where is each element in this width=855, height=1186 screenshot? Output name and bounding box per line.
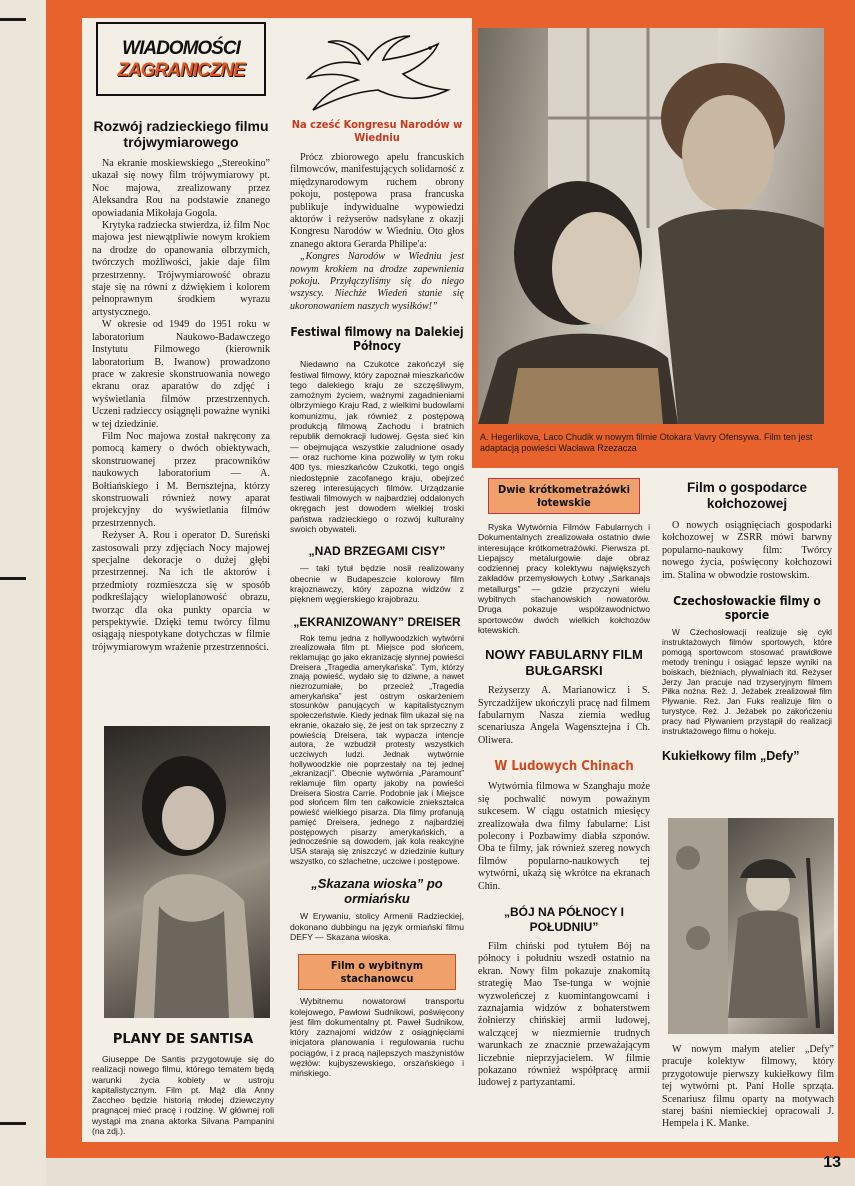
film-still-photo [478,28,824,424]
article-title: Kukiełkowy film „Defy” [662,749,800,763]
col4 [662,480,832,770]
col3 [478,478,650,1090]
margin-tick [0,577,26,580]
page-number: 13 [823,1154,841,1171]
actress-photo [104,726,270,1018]
margin-tick [0,18,26,21]
article-title: PLANY DE SANTISA [112,1032,254,1047]
paragraph: Wybitnemu nowatorowi transportu kolejowego, Pawłowi Sudnikowi, poświęcony jest film dokumentalny pt. Paweł Sudnikow, który zaznajomi widzów z osiągnięciami inicjatora planowania i regulowania ruchu pociągów, i z pracą najlepszych maszynistów węzłów: kujbyszewskiego, orszańskiego i mińskiego. [290,996,464,1079]
col4-article3-text [662,1044,834,1131]
paragraph: Rok temu jedna z hollywoodzkich wytwórni zrealizowała film pt. Miejsce pod słońcem, reklamując go jako ekranizację słynnej powieści Dreisera „Tragedia amerykańska”. Tym, którzy znają powieść, wydało się to dziwne, a nawet niezrozumiałe, bo przecież „Tragedia amerykańska” jest ostrym oskarżeniem stosunków panujących w kapitalistycznym społeczeństwie. Kiedy jednak film ukazał się na ekranie, okazało się, że jest on tak sprzeczny z powieścią Dreisera, tak wypacza intencje autora, że wzbudził protesty wszystkich uczciwych ludzi. Jednak wytwórnie hollywoodzkie nie poprzestały na tej jednej „ekranizacji”. Obecnie wytwórnia „Paramount” reklamuje film oparty jakoby na powieści Dreisera Siostra Carrie. Podobnie jak i Miejsce pod słońcem film ten całkowicie zniekształca powieść wielkiego pisarza. Dla filmy profanują pamięć Dreisera, jednego z najbardziej postępowych pisarzy amerykańskich, a jednocześnie są dowodem, jak kola reakcyjne USA starają się zniszczyć w dziedzinie kultury wszystko, co szlachetne, uczciwe i postępowe. [290,633,464,866]
article-title: „Skazana wioska” po ormiańsku [311,876,443,907]
masthead-line2: ZAGRANICZNE [117,60,245,81]
paragraph: W okresie od 1949 do 1951 roku w laboratorium Naukowo-Badawczego Instytutu Filmowego (kierownik laboratorium B. Iwanow) prowadzono prace w zakresie skonstruowania nowego ekranu oraz aparatów do zdjęć i wyświetlania filmów przestrzennych. Uczeni radzieccy osiągnęli poważne wyniki w tej dziedzinie. [92,319,270,430]
paragraph: Ryska Wytwórnia Filmów Fabularnych i Dokumentalnych zrealizowała ostatnio dwie interesujące krótkometrażówki. Pierwsza pt. Liepajscy metalurgowie daje obraz codziennej pracy kolektywu największych zakładów przemysłowych Łotwy „Sarkanajs metallurgs” — gdzie przyczyni wielu wybitnych stachanowskich nowatorów. Druga pokazuje współzawodnictwo sportowców dwóch wielkich kołchozów łotewskich. [478,522,650,635]
margin-tick [0,1122,26,1125]
paragraph: W nowym małym atelier „Defy” pracuje kolektyw filmowy, który przygotowuje pierwszy kukiełkowy film tej wytwórni pt. Pani Holle sprząta. Scenariusz filmu oparty na motywach starej baśni niemieckiej opracowali J. Hempela i K. Manke. [662,1044,834,1130]
film-still-scene [478,28,824,424]
paragraph: Giuseppe De Santis przygotowuje się do realizacji nowego filmu, którego tematem będą warunki życia kobiety w ustroju kapitalistycznym. Film pt. Mąż dla Anny Zaccheo będzie historią młodej dziewczyny pragnącej mieć pracę i rodzinę. W głównej roli wystąpi ma znana aktorka Silvana Pampanini (na zdj.). [92,1054,274,1137]
paragraph: W Erywaniu, stolicy Armenii Radzieckiej, dokonano dubbingu na język ormiański filmu DEFY — Skazana wioska. [290,911,464,942]
article-title: Film o wybitnym stachanowcu [298,954,456,990]
paragraph: O nowych osiągnięciach gospodarki kołchozowej w ZSRR mówi barwny popularno-naukowy film: Twórcy nowego życia, poświęcony kołchozowi im. Stalina w obwodzie rostowskim. [662,520,832,581]
article-title: W Ludowych Chinach [494,759,634,775]
article-title: „EKRANIZOWANY” DREISER [293,614,461,629]
article-title: Czechosłowackie filmy o sporcie [673,594,821,623]
paragraph: W Czechosłowacji realizuje się cykl instruktażowych filmów sportowych, które pomogą sportowcom stosować prawidłowe metody treningu i osiągać lepsze wyniki na boiskach, bieżniach, pływalniach itd. Reżyser Jerzy Jan pracuje nad trzyseryjnym filmem Piłka nożna. Reż. J. Jeżabek zrealizował film Pływanie. Reż. Jan Fuks realizuje film o turystyce. Reż. J. Jeżabek po zakończeniu pracy nad Pływaniem przystąpił do realizacji instruktażowego filmu o hokeju. [662,628,832,737]
photo-caption: A. Hegerlikova, Laco Chudik w nowym filmie Otokara Vavry Ofensywa. Film ten jest adaptacją powieści Wacława Rzezacza [480,432,813,453]
paragraph: Film Noc majowa został nakręcony za pomocą kamery o dwóch obiektywach, skonstruowanej przez pracowników naukowych laboratorium — A. Bołtiańskiego i M. Bernsztejna, którzy skonstruowali również nowy aparat projekcyjny do wyświetlania filmów przestrzennych. [92,430,270,529]
masthead-line1: WIADOMOŚCI [122,38,240,59]
paragraph: Film chiński pod tytułem Bój na północy i południu wszedł ostatnio na ekran. Nowy film pokazuje znakomitą strategię Mao Tse-tunga w wojnie wyzwoleńczej z kuomintangowcami i zaznajamia widzów z bohaterstwem żołnierzy chińskiej armii ludowej, walczącej w niezmiernie trudnych warunkach ze znacznie przeważającym liczebnie nieprzyjacielem. W filmie pokazano również współpracę armii ludowej z partyzantami. [478,940,650,1089]
left-margin [0,0,46,1186]
quote: „Kongres Narodów w Wiedniu jest nowym krokiem na drodze zapewnienia pokoju. Przyłączyliśmy się do niego wszyscy. Niechże Wiedeń stanie się ukoronowaniem naszych wysiłków!” [290,251,464,312]
paragraph: Wytwórnia filmowa w Szanghaju może się pochwalić nowym poważnym sukcesem. W ciągu ostatnich miesięcy zrealizowała dwa filmy fabularne: List polecony i Pozbawimy diabła szponów. Oba te filmy, jak również szereg nowych filmów popularno-naukowych tej wytwórni, ukażą się wkrótce na ekranach Chin. [478,781,650,892]
portrait-silhouette [104,726,270,1018]
article-title: „BÓJ NA PÓŁNOCY I POŁUDNIU” [503,904,625,934]
paragraph: Reżyserzy A. Marianowicz i S. Syrczadżijew ukończyli pracę nad filmem fabularnym Nasza ziemia według scenariusza Angela Wagensztejna i Ch. Oliwera. [478,685,650,746]
puppet-photo [668,818,834,1034]
paragraph: Niedawno na Czukotce zakończył się festiwal filmowy, który zapoznał mieszkańców tego dalekiego kraju ze szczęśliwym, zamożnym życiem, ważnymi zagadnieniami olbrzymiego Kraju Rad, z wielkimi budowlami komunizmu, jak również z postępową produkcją filmową Zachodu i bratnich republik demokracji ludowej. Gęsta sieć kin — obejmująca wszystkie zaludnione osady — oraz ruchome kina pozwoliły w tym roku 400 tys. mieszkańców Czukotki, tego ongiś niedostępnie zacofanego kraju, obejrzeć szereg interesujących filmów. Urządzanie festiwali filmowych w najbardziej oddalonych okręgach jest dowodem wielkiej troski państwa radzieckiego o rozwój kulturalny swoich obywateli. [290,359,464,535]
article-title: Rozwój radzieckiego filmu trójwymiarowego [93,118,269,150]
paragraph: Reżyser A. Rou i operator D. Sureński zastosowali przy zdjęciach Nocy majowej specjalne dekoracje o dużej głębi przestrzennej. Na ich tle aktorów i przedmioty rozmieszcza się w sposób podkreślający wieloplanowość obrazu, tworząc dla oka punkty oparcia w perspektywie. Dzięki temu twórcy filmu osiągają niespotykane dotychczas w filmie trójwymiarowym wrażenie przestrzenności. [92,530,270,653]
article-title: Festiwal filmowy na Dalekiej Północy [290,325,464,354]
paragraph: Prócz zbiorowego apelu francuskich filmowców, manifestujących solidarność z międzynarodowym ruchem obrony pokoju, postępowa prasa francuska publikuje indywidualne wypowiedzi aktorów i reżyserów nadsyłane z okazji Kongresu Narodów w Wiedniu. Oto głos znanego aktora Gerarda Philipe'a: [290,152,464,250]
puppet-scene [668,818,834,1034]
masthead [96,22,266,96]
article-title: Na cześć Kongresu Narodów w Wiedniu [291,118,463,144]
paragraph: Na ekranie moskiewskiego „Stereokino” ukazał się nowy film trójwymiarowy pt. Noc majowa, zrealizowany przez Aleksandra Rou na podstawie znanego opowiadania Mikołaja Gogola. [92,158,270,219]
article-title: „NAD BRZEGAMI CISY” [308,544,446,559]
paragraph: — taki tytuł będzie nosił realizowany obecnie w Budapeszcie kolorowy film krajoznawczy, który zapozna widzów z pięknem węgierskiego krajobrazu. [290,563,464,605]
article-title: Film o gospodarce kołchozowej [686,480,808,511]
dove-illustration [298,30,463,115]
col1 [92,118,270,654]
col1-article2 [92,1032,274,1136]
col2 [290,118,464,1079]
article-title: NOWY FABULARNY FILM BUŁGARSKI [485,647,643,679]
paragraph: Krytyka radziecka stwierdza, iż film Noc majowa jest niewątpliwie nowym krokiem na drodze do opanowania olbrzymich, twórczych możliwości, jakie daje film przestrzenny. Trójwymiarowość obrazu staje się na równi z dźwiękiem i kolorem pełnoprawnym środkiem wyrazu artystycznego. [92,220,270,318]
article-title: Dwie krótkometrażówki łotewskie [488,478,640,514]
